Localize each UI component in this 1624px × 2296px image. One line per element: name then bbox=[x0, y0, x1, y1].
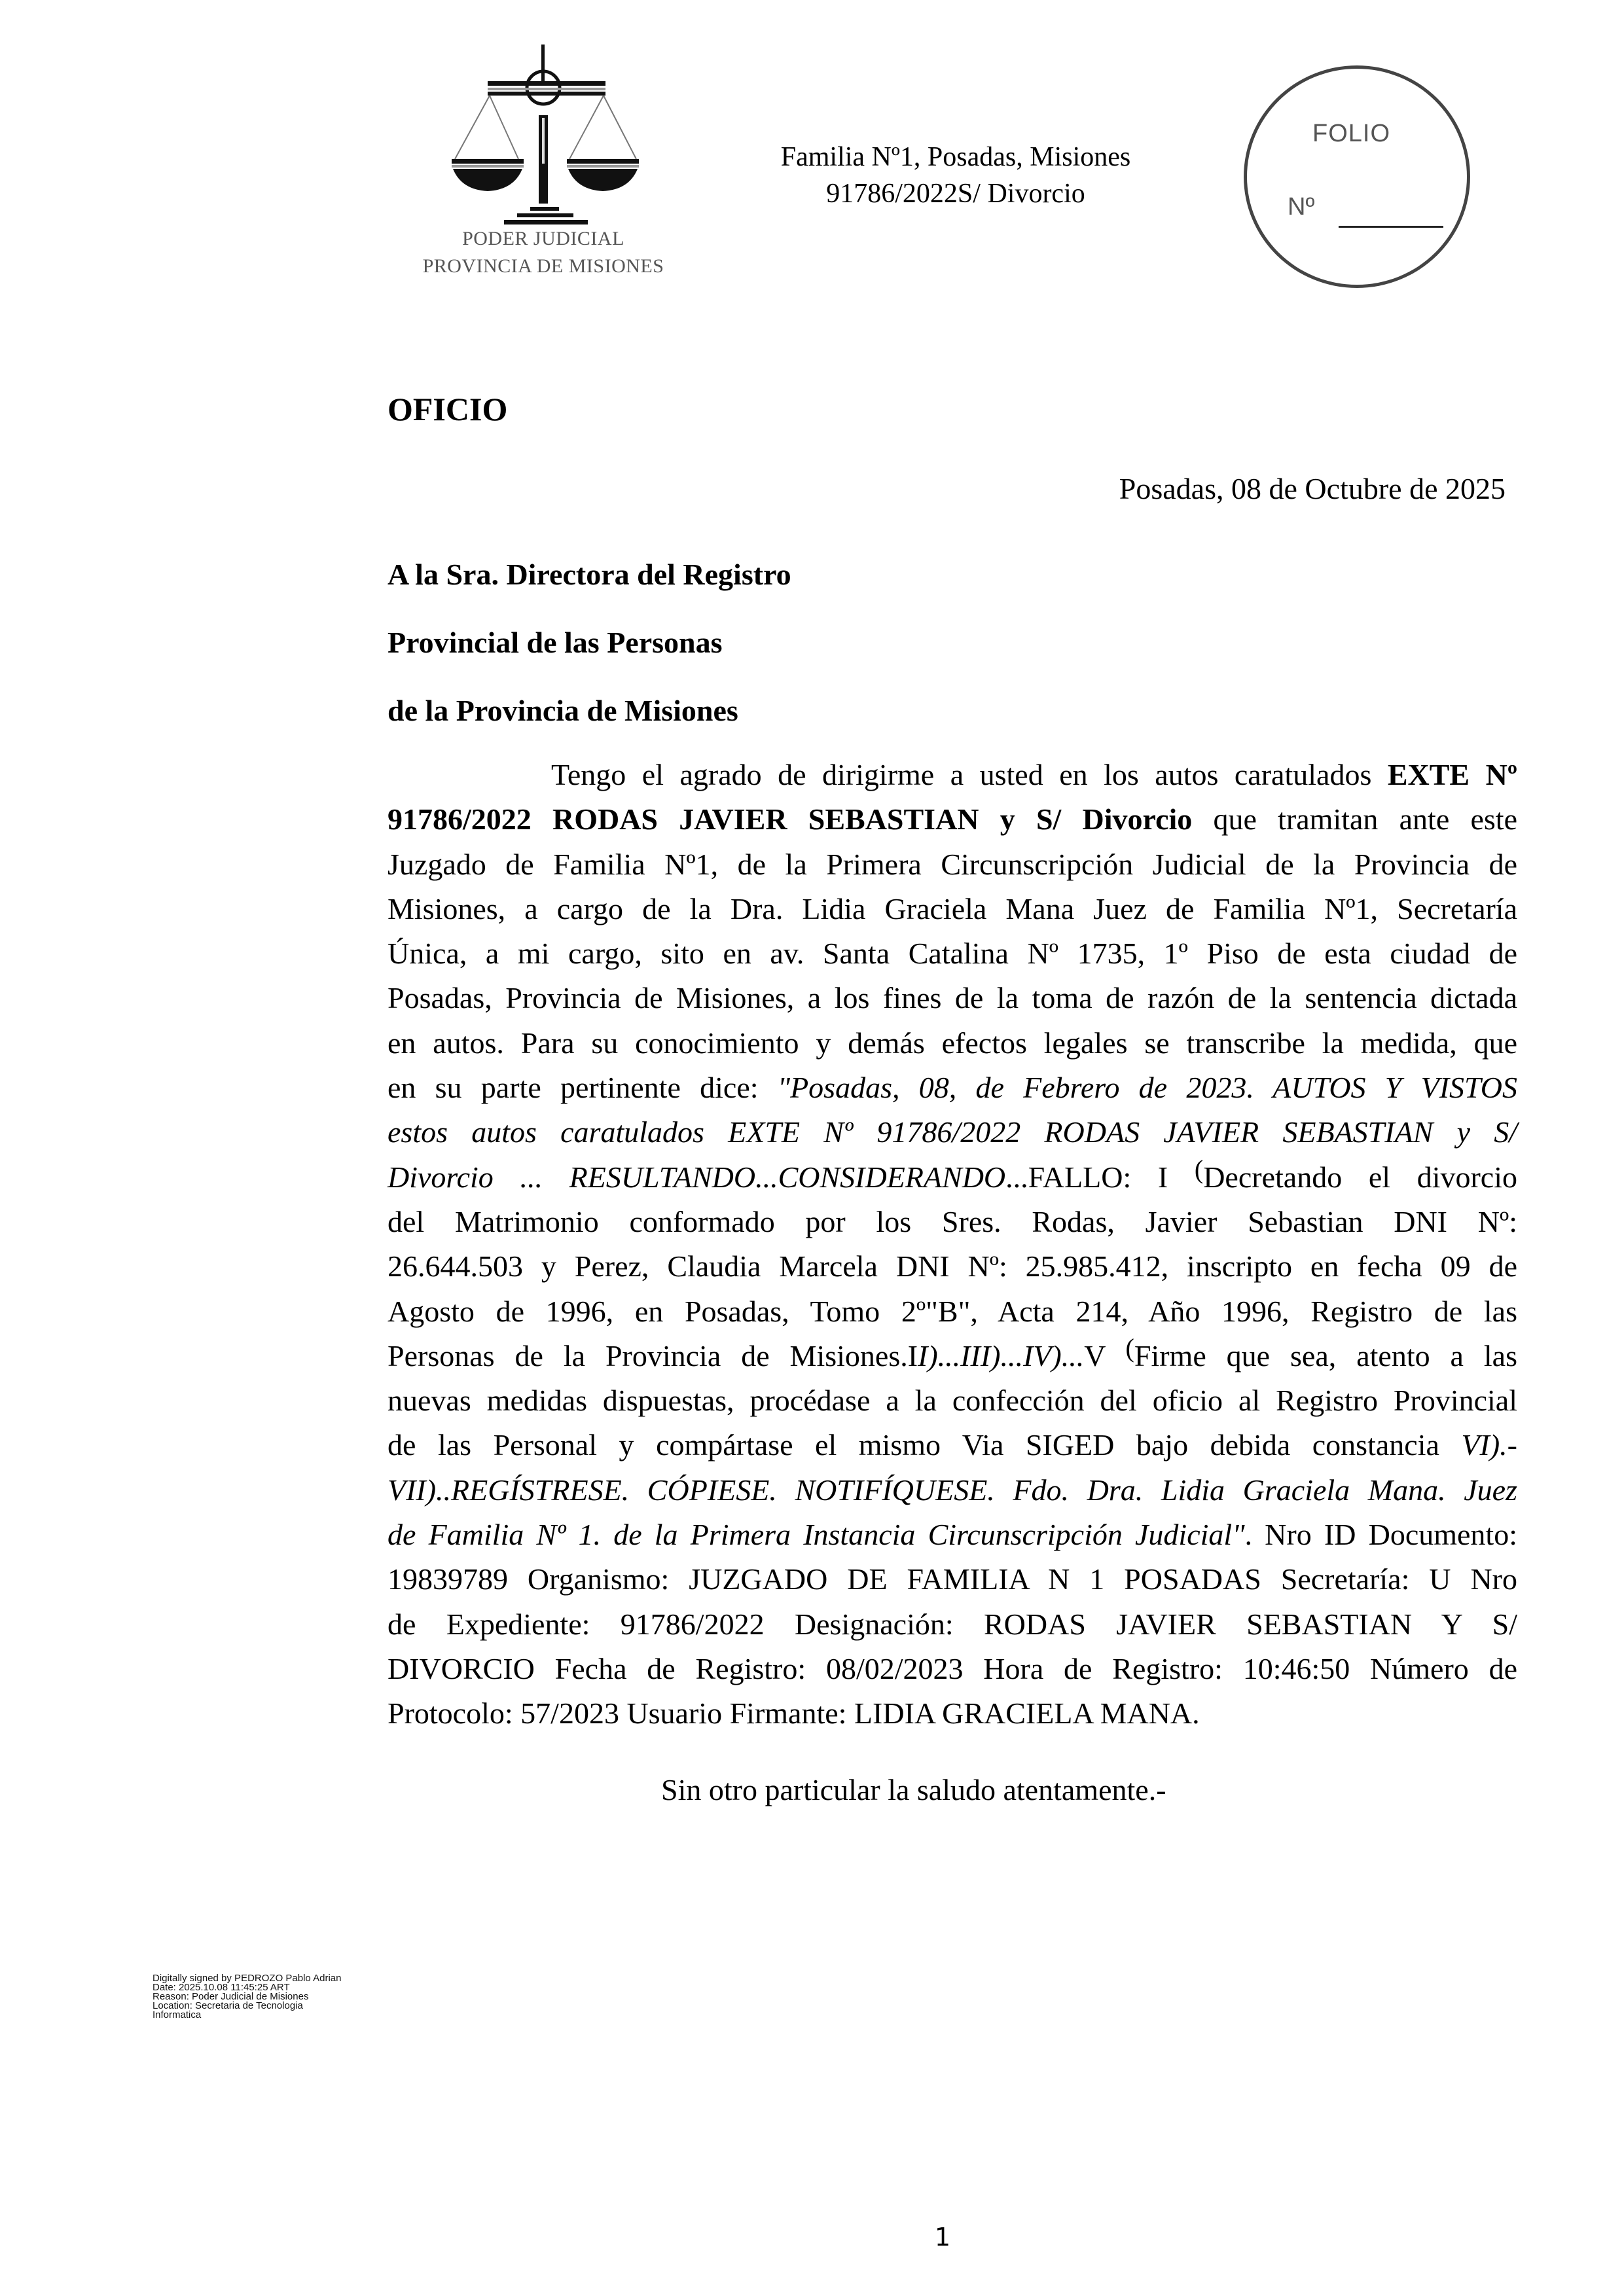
folio-number-line bbox=[1339, 226, 1443, 228]
poder-judicial-logo bbox=[406, 45, 681, 287]
body-line: DIVORCIO Fecha de Registro: 08/02/2023 Hora de Registro: 10:46:50 Número de bbox=[388, 1651, 1517, 1685]
document-date: Posadas, 08 de Octubre de 2025 bbox=[1119, 472, 1506, 505]
folio-stamp bbox=[1244, 65, 1470, 288]
body-line: de las Personal y compártase el mismo Via SIGED bajo debida constancia VI).- bbox=[388, 1428, 1517, 1462]
body-line bbox=[388, 1468, 1517, 1513]
body-line: Única, a mi cargo, sito en av. Santa Catalina Nº 1735, 1º Piso de esta ciudad de bbox=[388, 937, 1517, 971]
case-ref: 91786/2022 RODAS JAVIER SEBASTIAN y S/ Divorcio bbox=[388, 802, 1193, 836]
body-line: 91786/2022 RODAS JAVIER SEBASTIAN y S/ Divorcio que tramitan ante este bbox=[388, 802, 1517, 836]
body-line: Juzgado de Familia Nº1, de la Primera Circunscripción Judicial de la Provincia de bbox=[388, 847, 1517, 881]
addressee-line: Provincial de las Personas bbox=[388, 626, 723, 659]
quoted-ruling: "Posadas, 08, de Febrero de 2023. AUTOS Y VISTOS bbox=[777, 1071, 1517, 1105]
body-line: en autos. Para su conocimiento y demás efectos legales se transcribe la medida, que bbox=[388, 1026, 1517, 1060]
logo-text-poder-judicial: PODER JUDICIAL bbox=[462, 228, 624, 249]
quoted-ruling: estos autos caratulados EXTE Nº 91786/2022 RODAS JAVIER SEBASTIAN y S/ bbox=[388, 1115, 1517, 1149]
folio-number-label: Nº bbox=[1288, 193, 1315, 221]
body-line: del Matrimonio conformado por los Sres. Rodas, Javier Sebastian DNI Nº: bbox=[388, 1204, 1517, 1238]
signature-location: Location: Secretaria de Tecnologia bbox=[153, 2000, 303, 2011]
addressee bbox=[388, 541, 791, 745]
folio-title: FOLIO bbox=[1312, 120, 1391, 147]
body-line: Divorcio ... RESULTANDO...CONSIDERANDO...FALLO: I (Decretando el divorcio bbox=[388, 1154, 1518, 1194]
raised-parenthesis: ( bbox=[1194, 1154, 1204, 1184]
body-line: Misiones, a cargo de la Dra. Lidia Graciela Mana Juez de Familia Nº1, Secretaría bbox=[388, 891, 1517, 925]
document-body bbox=[388, 753, 1517, 1736]
signature-date: Date: 2025.10.08 11:45:25 ART bbox=[153, 1982, 290, 1993]
body-line: Tengo el agrado de dirigirme a usted en los autos caratulados EXTE Nº bbox=[551, 758, 1518, 791]
logo-text-provincia: PROVINCIA DE MISIONES bbox=[422, 255, 664, 277]
raised-parenthesis: ( bbox=[1125, 1333, 1134, 1363]
signature-signed-by: Digitally signed by PEDROZO Pablo Adrian bbox=[153, 1973, 342, 1984]
case-ref: EXTE Nº bbox=[1387, 758, 1518, 791]
addressee-line: A la Sra. Directora del Registro bbox=[388, 558, 791, 591]
body-line: Agosto de 1996, en Posadas, Tomo 2º"B", Acta 214, Año 1996, Registro de las bbox=[388, 1294, 1517, 1328]
quoted-ruling: de Familia Nº 1. de la Primera Instancia Circunscripción Judicial" bbox=[388, 1518, 1245, 1552]
scales-of-justice-icon bbox=[406, 45, 681, 228]
body-line: de Familia Nº 1. de la Primera Instancia Circunscripción Judicial". Nro ID Documento: bbox=[388, 1518, 1517, 1552]
quoted-ruling: Divorcio ... RESULTANDO...CONSIDERANDO bbox=[388, 1160, 1006, 1194]
digital-signature-block bbox=[153, 1974, 341, 2020]
body-line: de Expediente: 91786/2022 Designación: RODAS JAVIER SEBASTIAN Y S/ bbox=[388, 1607, 1517, 1641]
signature-reason: Reason: Poder Judicial de Misiones bbox=[153, 1991, 309, 2002]
body-line bbox=[388, 1110, 1517, 1155]
quoted-ruling: VII)..REGÍSTRESE. CÓPIESE. NOTIFÍQUESE. Fdo. Dra. Lidia Graciela Mana. Juez bbox=[388, 1473, 1517, 1507]
addressee-line: de la Provincia de Misiones bbox=[388, 694, 738, 727]
body-line: 26.644.503 y Perez, Claudia Marcela DNI Nº: 25.985.412, inscripto en fecha 09 de bbox=[388, 1249, 1517, 1283]
page-number: 1 bbox=[934, 2223, 951, 2251]
body-line: Personas de la Provincia de Misiones.II)...III)...IV)...V (Firme que sea, atento a las bbox=[388, 1333, 1517, 1372]
signature-location-cont: Informatica bbox=[153, 2009, 202, 2020]
header-court: Familia Nº1, Posadas, Misiones bbox=[780, 142, 1131, 172]
document-header bbox=[694, 139, 1218, 212]
body-line: Protocolo: 57/2023 Usuario Firmante: LIDIA GRACIELA MANA. bbox=[388, 1696, 1200, 1731]
body-line: Posadas, Provincia de Misiones, a los fines de la toma de razón de la sentencia dictada bbox=[388, 981, 1517, 1015]
body-line: 19839789 Organismo: JUZGADO DE FAMILIA N 1 POSADAS Secretaría: U Nro bbox=[388, 1562, 1517, 1596]
document-title: OFICIO bbox=[388, 391, 508, 427]
closing-salutation: Sin otro particular la saludo atentamente.- bbox=[661, 1773, 1166, 1806]
body-line: en su parte pertinente dice: "Posadas, 08, de Febrero de 2023. AUTOS Y VISTOS bbox=[388, 1071, 1517, 1105]
header-case: 91786/2022S/ Divorcio bbox=[826, 179, 1085, 209]
body-line: nuevas medidas dispuestas, procédase a la confección del oficio al Registro Provincial bbox=[388, 1384, 1517, 1418]
